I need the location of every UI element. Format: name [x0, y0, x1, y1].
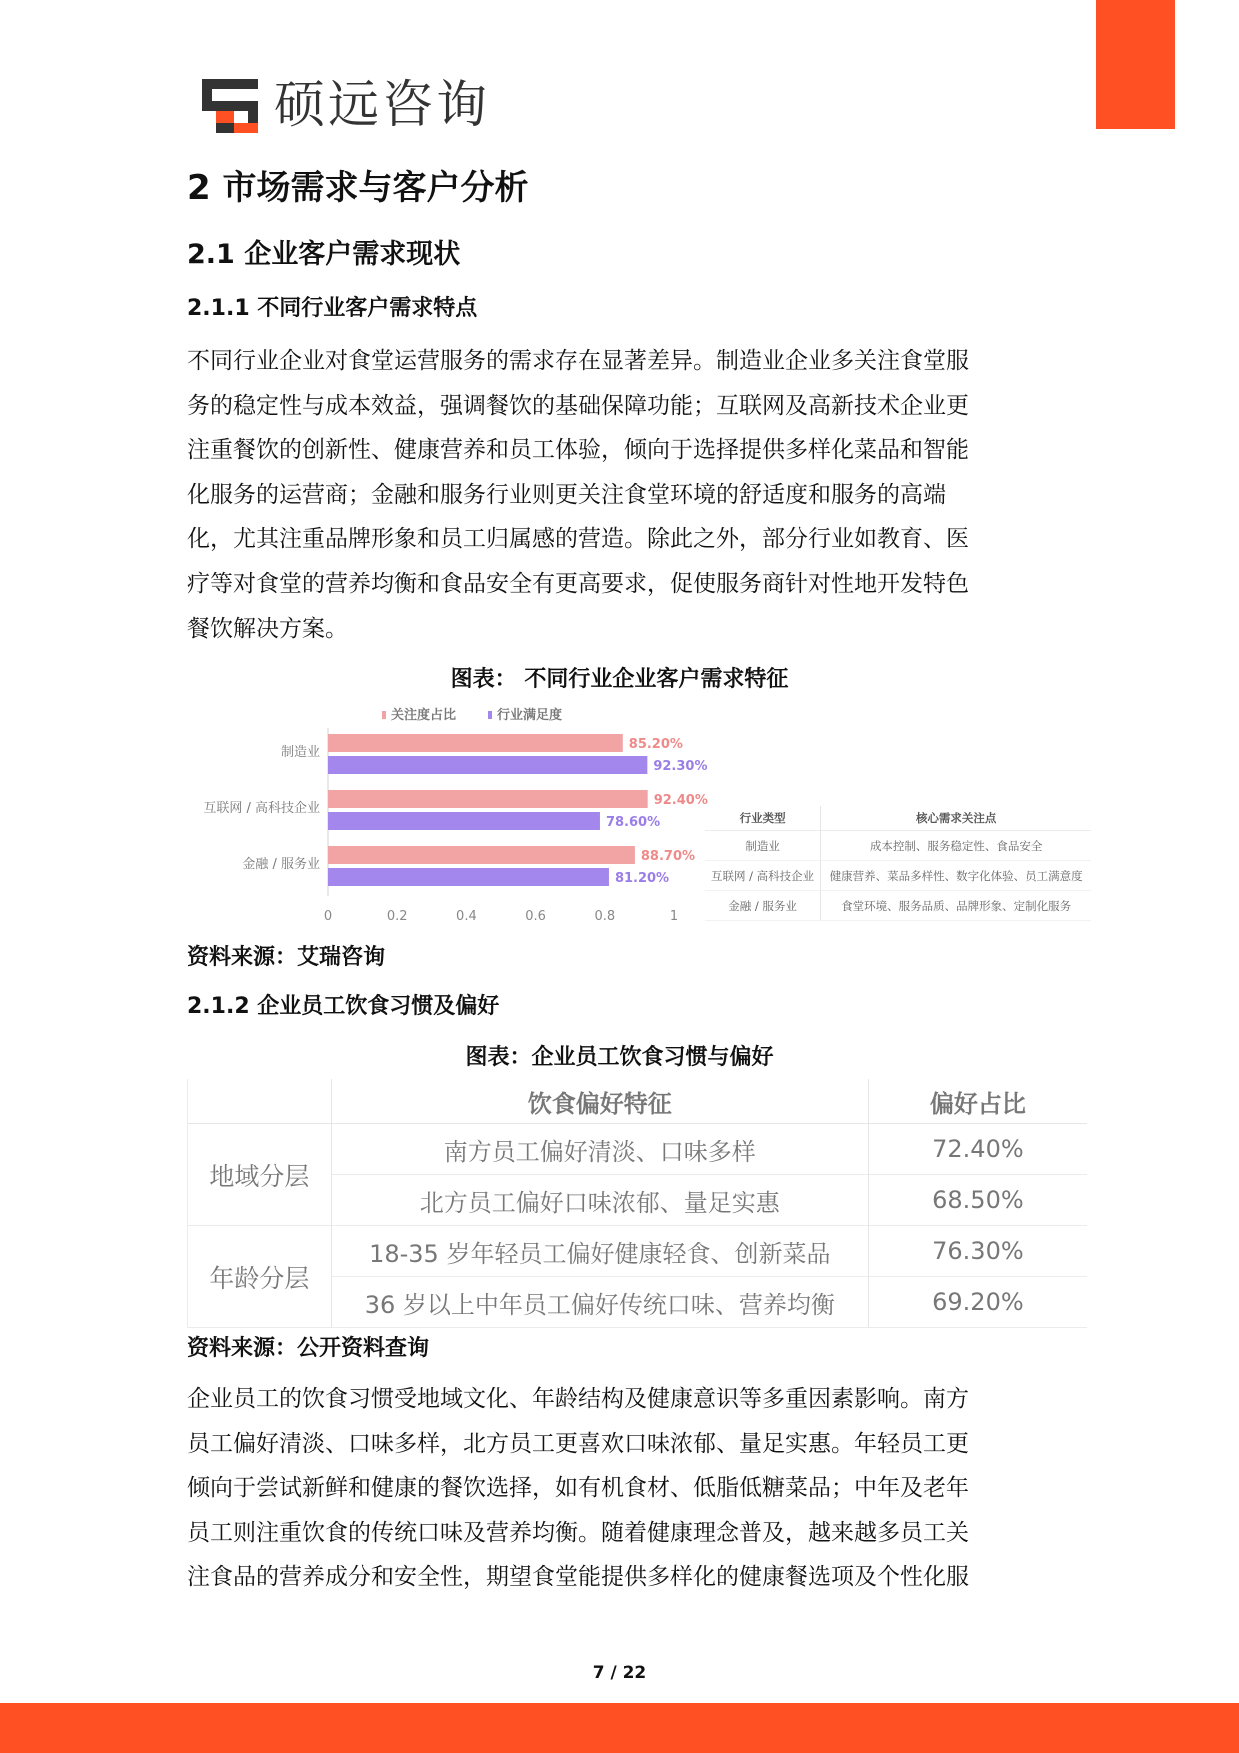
paragraph-line: 化服务的运营商；金融和服务行业则更关注食堂环境的舒适度和服务的高端	[187, 481, 946, 508]
bar-0-1	[328, 756, 647, 774]
req-cell-industry: 互联网 / 高科技企业	[705, 861, 821, 891]
pref-cell-share: 68.50%	[868, 1175, 1087, 1226]
req-cell-industry: 制造业	[705, 831, 821, 861]
preference-table	[187, 1079, 1087, 1328]
data-label-0-1: 92.30%	[653, 759, 708, 774]
paragraph-line: 餐饮解决方案。	[187, 615, 348, 642]
paragraph-line: 务的稳定性与成本效益，强调餐饮的基础保障功能；互联网及高新技术企业更	[187, 392, 969, 419]
category-label-1: 互联网 / 高科技企业	[203, 801, 320, 816]
table-row	[188, 1226, 1088, 1277]
pref-cell-share: 69.20%	[868, 1277, 1087, 1328]
bar-0-0	[328, 734, 623, 752]
req-cell-focus: 食堂环境、服务品质、品牌形象、定制化服务	[821, 891, 1092, 921]
section-heading: 2 市场需求与客户分析	[187, 168, 529, 208]
paragraph-industry-needs	[187, 339, 1057, 651]
corner-accent-block	[1096, 0, 1175, 129]
paragraph-line: 倾向于尝试新鲜和健康的餐饮选择，如有机食材、低脂低糖菜品；中年及老年	[187, 1475, 969, 1502]
legend-label-0: 关注度占比	[391, 708, 457, 723]
x-tick-label-4: 0.8	[594, 909, 616, 924]
legend-label-1: 行业满足度	[497, 708, 563, 723]
paragraph-line: 员工偏好清淡、口味多样，北方员工更喜欢口味浓郁、量足实惠。年轻员工更	[187, 1430, 969, 1457]
bar-2-0	[328, 846, 635, 864]
bar-2-1	[328, 868, 609, 886]
x-tick-label-3: 0.6	[525, 909, 546, 924]
paragraph-line: 注食品的营养成分和安全性，期望食堂能提供多样化的健康餐选项及个性化服	[187, 1564, 969, 1591]
subsubsection-heading-1: 2.1.1 不同行业客户需求特点	[187, 296, 478, 321]
pref-header-blank	[188, 1079, 332, 1124]
pref-header-feature: 饮食偏好特征	[331, 1079, 868, 1124]
req-cell-focus: 成本控制、服务稳定性、食品安全	[821, 831, 1092, 861]
category-label-0: 制造业	[280, 745, 320, 760]
table-row	[705, 861, 1091, 891]
footer-accent-band	[0, 1703, 1239, 1753]
legend-swatch-1	[488, 711, 492, 719]
table-row	[705, 891, 1091, 921]
data-label-2-0: 88.70%	[640, 849, 696, 864]
req-header-focus: 核心需求关注点	[821, 806, 1092, 831]
pref-cell-share: 76.30%	[868, 1226, 1087, 1277]
figure-1-source: 资料来源：艾瑞咨询	[187, 945, 386, 970]
pref-header-share: 偏好占比	[868, 1079, 1087, 1124]
paragraph-employee-habits	[187, 1377, 1057, 1600]
paragraph-line: 不同行业企业对食堂运营服务的需求存在显著差异。制造业企业多关注食堂服	[187, 348, 969, 374]
bar-1-0	[328, 790, 648, 808]
industry-bar-chart	[190, 696, 710, 928]
pref-cell-feature: 36 岁以上中年员工偏好传统口味、营养均衡	[331, 1277, 868, 1328]
requirement-table	[705, 806, 1091, 921]
x-tick-label-5: 1	[669, 909, 679, 924]
figure-1-title: 图表： 不同行业企业客户需求特征	[450, 667, 789, 692]
brand-name: 硕远咨询	[274, 76, 491, 135]
table-row	[188, 1124, 1088, 1175]
x-tick-label-0: 0	[323, 909, 333, 924]
data-label-1-1: 78.60%	[605, 815, 661, 830]
pref-group-age: 年龄分层	[188, 1226, 332, 1328]
bar-1-1	[328, 812, 600, 830]
req-cell-focus: 健康营养、菜品多样性、数字化体验、员工满意度	[821, 861, 1092, 891]
paragraph-line: 企业员工的饮食习惯受地域文化、年龄结构及健康意识等多重因素影响。南方	[187, 1386, 969, 1412]
paragraph-line: 注重餐饮的创新性、健康营养和员工体验，倾向于选择提供多样化菜品和智能	[187, 437, 969, 464]
req-cell-industry: 金融 / 服务业	[705, 891, 821, 921]
req-header-industry: 行业类型	[705, 806, 821, 831]
pref-cell-feature: 南方员工偏好清淡、口味多样	[331, 1124, 868, 1175]
x-tick-label-2: 0.4	[456, 909, 477, 924]
logo-mark-icon	[202, 79, 258, 133]
category-label-2: 金融 / 服务业	[242, 857, 320, 872]
subsubsection-heading-2: 2.1.2 企业员工饮食习惯及偏好	[187, 994, 500, 1019]
paragraph-line: 疗等对食堂的营养均衡和食品安全有更高要求，促使服务商针对性地开发特色	[187, 570, 969, 597]
x-tick-label-1: 0.2	[386, 909, 408, 924]
table-row	[705, 831, 1091, 861]
figure-2-title: 图表：企业员工饮食习惯与偏好	[465, 1045, 774, 1070]
paragraph-line: 员工则注重饮食的传统口味及营养均衡。随着健康理念普及，越来越多员工关	[187, 1519, 969, 1546]
subsection-heading: 2.1 企业客户需求现状	[187, 239, 461, 270]
pref-cell-feature: 18-35 岁年轻员工偏好健康轻食、创新菜品	[331, 1226, 868, 1277]
paragraph-line: 化，尤其注重品牌形象和员工归属感的营造。除此之外，部分行业如教育、医	[187, 526, 969, 553]
pref-cell-share: 72.40%	[868, 1124, 1087, 1175]
legend-swatch-0	[382, 711, 386, 719]
pref-cell-feature: 北方员工偏好口味浓郁、量足实惠	[331, 1175, 868, 1226]
data-label-1-0: 92.40%	[653, 793, 708, 808]
page-number: 7 / 22	[592, 1663, 647, 1683]
brand-logo	[202, 78, 490, 134]
figure-2-source: 资料来源：公开资料查询	[187, 1336, 430, 1361]
pref-group-region: 地域分层	[188, 1124, 332, 1226]
data-label-2-1: 81.20%	[614, 871, 670, 886]
data-label-0-0: 85.20%	[628, 737, 683, 752]
